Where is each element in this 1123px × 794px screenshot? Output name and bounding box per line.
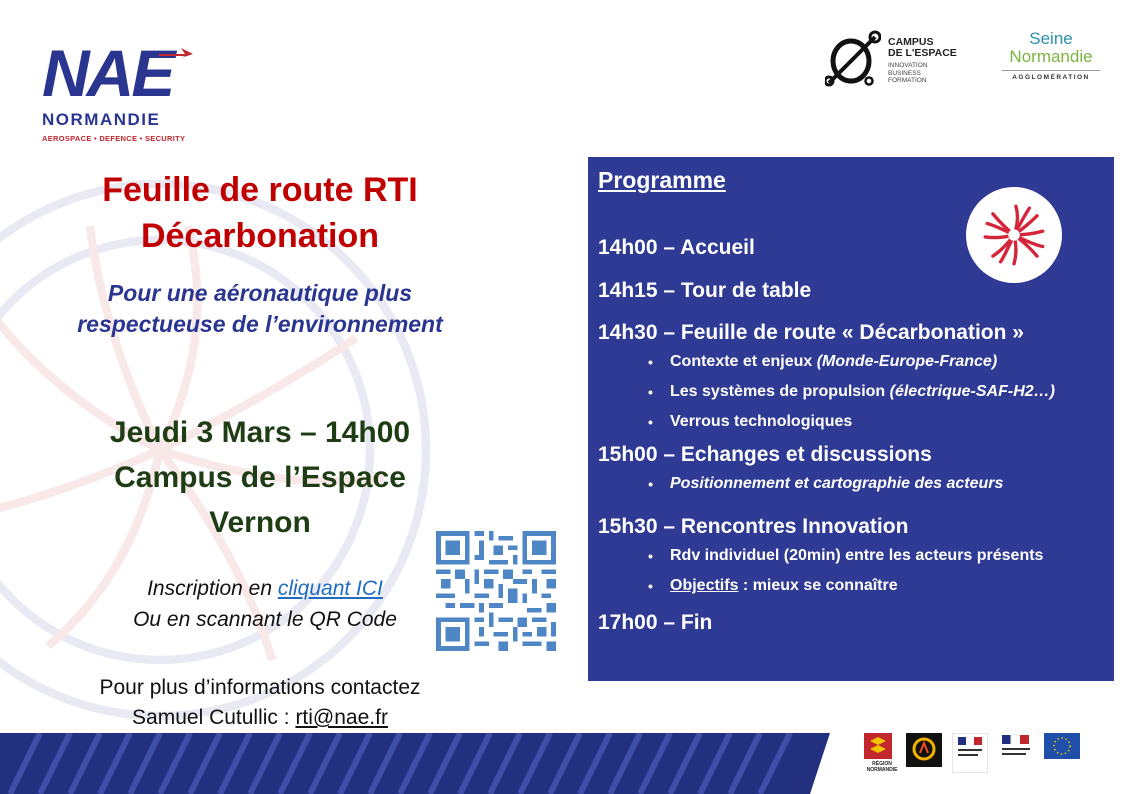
nae-logo-region: NORMANDIE <box>42 110 161 129</box>
event-date: Jeudi 3 Mars – 14h00 <box>109 416 411 449</box>
contact-person-line <box>30 703 490 733</box>
subtitle-line-1: Pour une aéronautique plus <box>107 280 413 306</box>
campus-espace-mark-icon <box>825 29 881 87</box>
page-title <box>30 167 490 259</box>
inscription-prefix: Inscription en <box>147 577 278 600</box>
campus-espace-logo <box>825 25 975 91</box>
contact-email-link[interactable]: rti@nae.fr <box>295 706 388 729</box>
prefet-region-icon <box>998 733 1034 769</box>
qr-instruction: Ou en scannant le QR Code <box>133 608 397 631</box>
campus-name-line2: DE L'ESPACE <box>888 47 957 59</box>
campus-sub-2: BUSINESS <box>888 69 921 77</box>
programme-sub-objectifs: • Objectifs : mieux se connaître <box>598 571 1108 601</box>
seine-logo-divider <box>1002 70 1100 71</box>
title-line-2: Décarbonation <box>140 217 380 255</box>
inscription-block <box>100 573 430 635</box>
campus-sub-1: INNOVATION <box>888 62 928 69</box>
seine-logo-line3: AGGLOMÉRATION <box>1012 74 1090 81</box>
programme-sub-verrous: • Verrous technologiques <box>598 407 1108 437</box>
programme-item-accueil: 14h00 – Accueil <box>598 236 755 259</box>
event-details <box>30 410 490 545</box>
programme-sub-rdv: • Rdv individuel (20min) entre les acteurs présents <box>598 541 1108 571</box>
programme-panel <box>588 157 1114 681</box>
nae-logo-letters: NAE <box>42 36 173 110</box>
partner-logos <box>860 733 1080 783</box>
subtitle-line-2: respectueuse de l’environnement <box>77 311 443 337</box>
seine-logo-line2: Normandie <box>1009 47 1093 66</box>
qr-code-icon[interactable] <box>436 531 556 651</box>
nae-logo-tagline: AEROSPACE • DEFENCE • SECURITY <box>42 134 186 143</box>
programme-title: Programme <box>598 167 726 193</box>
ad-normandie-icon <box>906 733 942 769</box>
inscription-line <box>100 573 430 604</box>
contact-block <box>30 673 490 733</box>
republique-francaise-icon <box>952 733 988 769</box>
programme-item-echanges: 15h00 – Echanges et discussions <box>598 443 932 466</box>
event-city: Vernon <box>209 506 311 539</box>
contact-line: Pour plus d’informations contactez <box>99 676 421 699</box>
programme-list <box>598 234 1108 637</box>
event-place: Campus de l’Espace <box>114 461 406 494</box>
programme-sub-positionnement: • Positionnement et cartographie des acteurs <box>598 469 1108 499</box>
contact-name: Samuel Cutullic : <box>132 706 296 729</box>
bottom-banner-decoration <box>0 733 830 794</box>
programme-item-feuille-de-route: 14h30 – Feuille de route « Décarbonation » <box>598 321 1024 344</box>
region-normandie-caption: RÉGION NORMANDIE <box>866 761 898 773</box>
programme-sub-propulsion: • Les systèmes de propulsion (électrique-SAF-H2…) <box>598 377 1108 407</box>
eu-flag-icon <box>1044 733 1080 769</box>
campus-sub-3: FORMATION <box>888 77 927 84</box>
seine-normandie-logo <box>996 30 1106 88</box>
programme-sub-contexte: • Contexte et enjeux (Monde-Europe-France) <box>598 347 1108 377</box>
programme-item-tour-de-table: 14h15 – Tour de table <box>598 279 812 302</box>
programme-item-rencontres: 15h30 – Rencontres Innovation <box>598 515 909 538</box>
title-line-1: Feuille de route RTI <box>102 171 418 209</box>
inscription-link[interactable]: cliquant ICI <box>277 577 383 600</box>
page-subtitle <box>30 278 490 340</box>
seine-logo-line1: Seine <box>1029 29 1073 48</box>
region-normandie-icon <box>860 733 898 773</box>
programme-item-fin: 17h00 – Fin <box>598 611 713 634</box>
nae-normandie-logo <box>42 36 202 143</box>
campus-name-line1: CAMPUS <box>888 36 934 48</box>
nae-swoosh-icon <box>159 44 193 58</box>
